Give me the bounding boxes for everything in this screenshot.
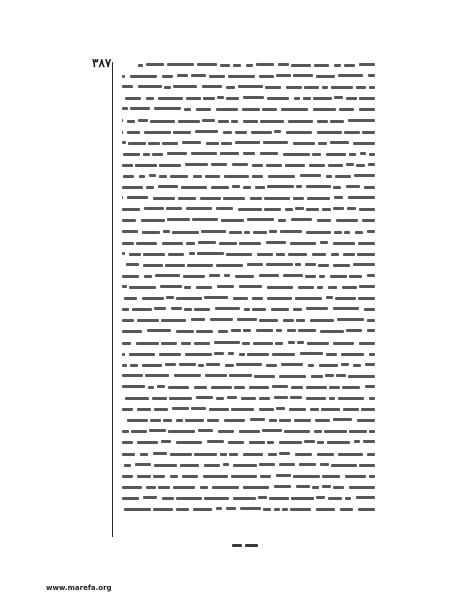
manuscript-line [120, 475, 382, 478]
manuscript-text-block [120, 60, 382, 515]
manuscript-line [120, 197, 382, 200]
manuscript-line [120, 242, 382, 245]
manuscript-line [120, 275, 382, 278]
manuscript-line [120, 64, 382, 67]
watermark-url: www.marefa.org [46, 584, 112, 592]
manuscript-line [120, 308, 382, 311]
manuscript-line [120, 508, 382, 511]
manuscript-line [120, 286, 382, 289]
manuscript-line [120, 297, 382, 300]
manuscript-line [120, 364, 382, 367]
manuscript-line [120, 386, 382, 389]
manuscript-line [120, 430, 382, 433]
manuscript-line [120, 120, 382, 123]
manuscript-line [120, 231, 382, 234]
manuscript-line [120, 153, 382, 156]
manuscript-line [120, 319, 382, 322]
manuscript-line [120, 131, 382, 134]
manuscript-line [120, 342, 382, 345]
manuscript-line [120, 208, 382, 211]
manuscript-line [120, 353, 382, 356]
manuscript-line [120, 142, 382, 145]
manuscript-line [120, 419, 382, 422]
manuscript-line [120, 408, 382, 411]
manuscript-line [120, 219, 382, 222]
manuscript-line [120, 97, 382, 100]
manuscript-line [120, 175, 382, 178]
manuscript-line [120, 264, 382, 267]
manuscript-line [120, 441, 382, 444]
manuscript-line [120, 330, 382, 333]
manuscript-line [120, 108, 382, 111]
manuscript-line [120, 453, 382, 456]
manuscript-line [120, 486, 382, 489]
manuscript-line [120, 464, 382, 467]
manuscript-line [120, 397, 382, 400]
manuscript-line [120, 75, 382, 78]
manuscript-line [120, 86, 382, 89]
margin-note [101, 240, 113, 262]
catchword-footer [232, 542, 258, 548]
manuscript-line [120, 253, 382, 256]
manuscript-line [120, 375, 382, 378]
manuscript-line [120, 186, 382, 189]
manuscript-line [120, 497, 382, 500]
page-number: ٣٨٧ [92, 56, 112, 70]
manuscript-line [120, 164, 382, 167]
